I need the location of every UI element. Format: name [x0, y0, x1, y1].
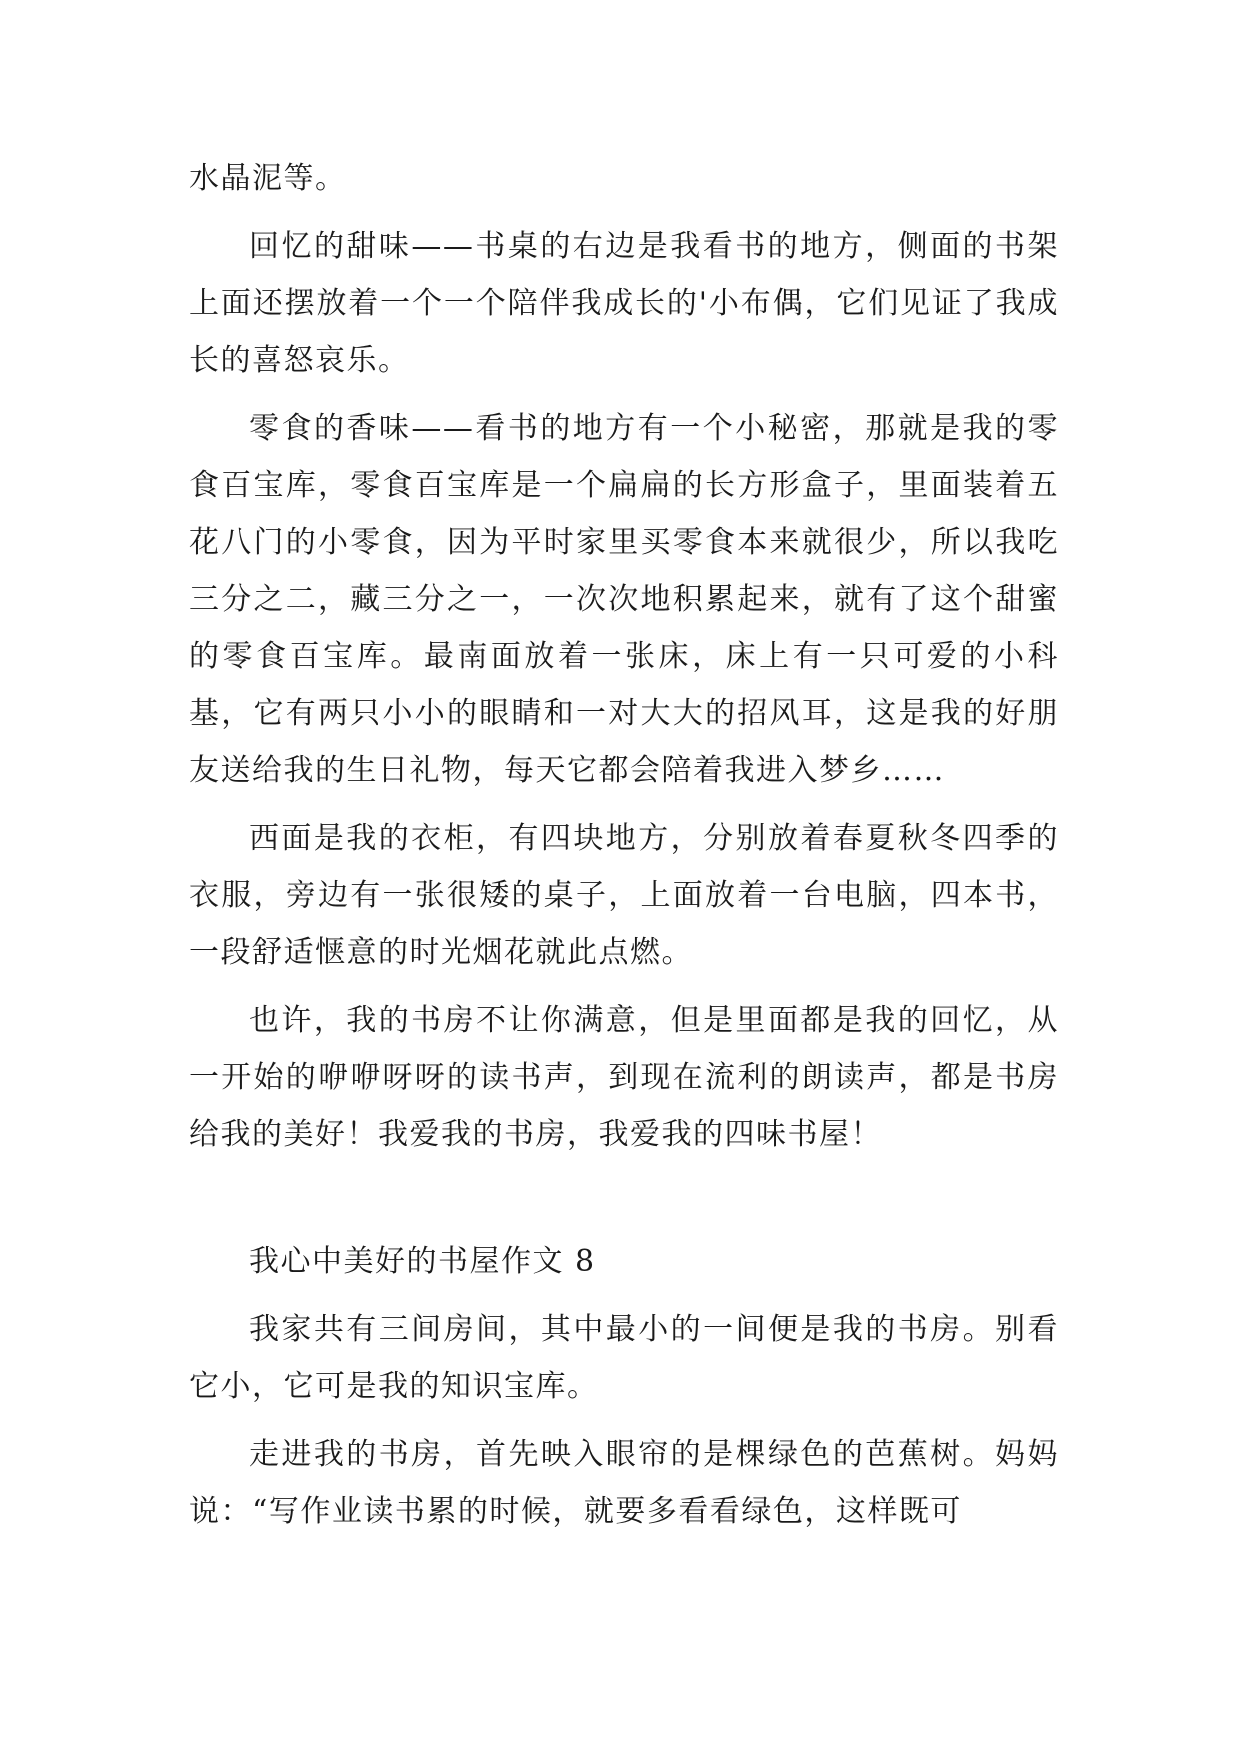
- paragraph: 水晶泥等。: [189, 161, 347, 196]
- paragraph: 西面是我的衣柜，有四块地方，分别放着春夏秋冬四季的衣服，旁边有一张很矮的桌子，上面放着一台电脑，四本书，一段舒适惬意的时光烟花就此点燃。: [189, 821, 1059, 970]
- paragraph: 零食的香味——看书的地方有一个小秘密，那就是我的零食百宝库，零食百宝库是一个扁扁的长方形盒子，里面装着五花八门的小零食，因为平时家里买零食本来就很少，所以我吃三分之二，藏三分之一，一次次地积累起来，就有了这个甜蜜的零食百宝库。最南面放着一张床，床上有一只可爱的小科基，它有两只小小的眼睛和一对大大的招风耳，这是我的好朋友送给我的生日礼物，每天它都会陪着我进入梦乡……: [189, 411, 1059, 788]
- document-body: [189, 150, 1059, 1540]
- paragraph: 我家共有三间房间，其中最小的一间便是我的书房。别看它小，它可是我的知识宝库。: [189, 1312, 1059, 1404]
- paragraph: 回忆的甜味——书桌的右边是我看书的地方，侧面的书架上面还摆放着一个一个陪伴我成长的'小布偶，它们见证了我成长的喜怒哀乐。: [189, 229, 1059, 378]
- paragraph: 走进我的书房，首先映入眼帘的是棵绿色的芭蕉树。妈妈说：“写作业读书累的时候，就要多看看绿色，这样既可: [189, 1437, 1059, 1529]
- paragraph: 也许，我的书房不让你满意，但是里面都是我的回忆，从一开始的咿咿呀呀的读书声，到现在流利的朗读声，都是书房给我的美好！我爱我的书房，我爱我的四味书屋！: [189, 1003, 1059, 1152]
- essay-title: 我心中美好的书屋作文 8: [249, 1244, 596, 1279]
